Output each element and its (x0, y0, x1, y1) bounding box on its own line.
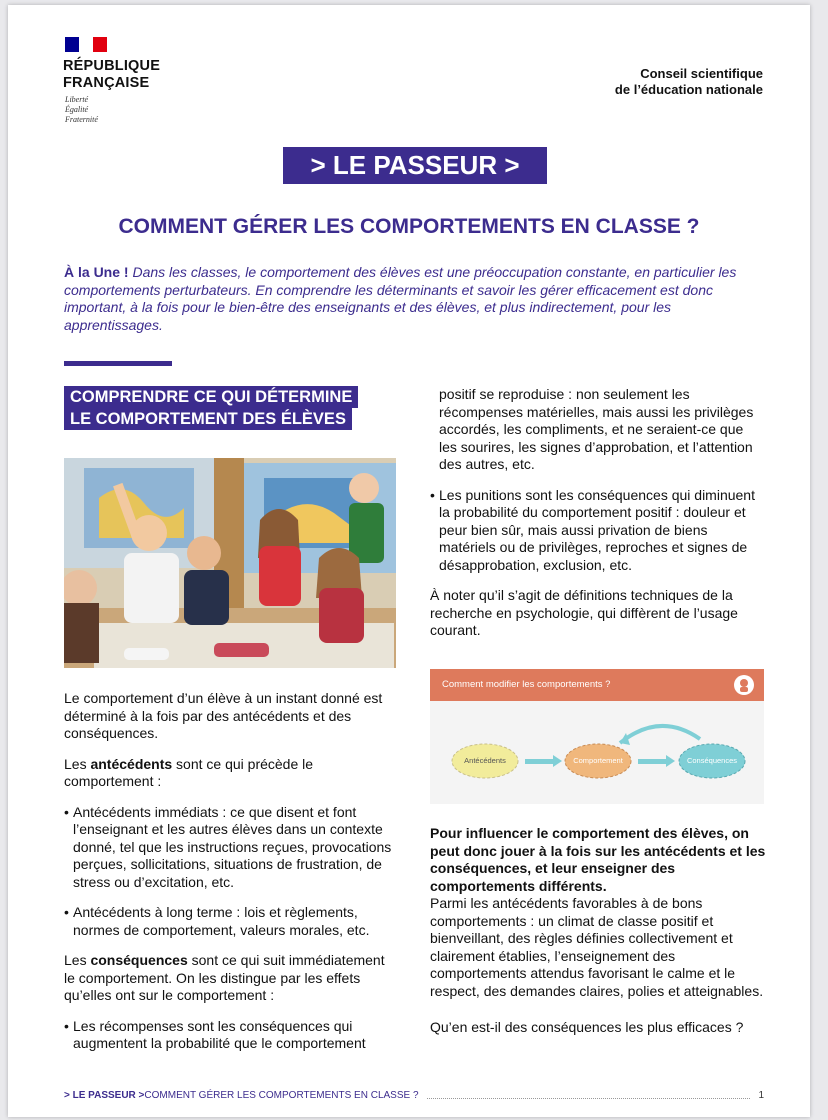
page-title: COMMENT GÉRER LES COMPORTEMENTS EN CLASSE ? (118, 215, 700, 238)
paragraph-question: Qu’en est-il des conséquences les plus efficaces ? (430, 1019, 744, 1035)
republique-motto: Liberté Égalité Fraternité (65, 95, 98, 124)
section-heading-line2: LE COMPORTEMENT DES ÉLÈVES (64, 408, 352, 430)
page-number: 1 (758, 1090, 764, 1101)
antecedents-term: antécédents (90, 755, 173, 772)
section-divider (64, 361, 172, 366)
rewards-continued: positif se reproduise : non seulement les récompenses matérielles, mais aussi les privilèges accordés, les compliments, et ne seraient-ce que les sourires, les signes d’approbation, et l’attention des autres, etc. (439, 386, 754, 472)
footer-prefix: > LE PASSEUR > (64, 1090, 145, 1101)
list-item: • Les récompenses sont les conséquences qui augmentent la probabilité que le comportement (64, 1018, 399, 1053)
classroom-photo (64, 458, 396, 668)
le-passeur-banner: > LE PASSEUR > (283, 147, 547, 184)
section-heading-line1: COMPRENDRE CE QUI DÉTERMINE (64, 386, 358, 408)
paragraph-key-message: Pour influencer le comportement des élèves, on peut donc jouer à la fois sur les antécédents et les conséquences, et leur enseigner des comportements différents. (430, 825, 766, 894)
list-item: • Les punitions sont les conséquences qui diminuent la probabilité du comportement positif : douleur et peur bien sûr, mais aussi privation de biens matériels ou de privilèges, reproches et signes de désapprobation, exclusion, etc. (430, 487, 760, 575)
intro-paragraph (64, 264, 764, 334)
p3-pre: Les (64, 952, 91, 968)
p3-post: sont ce qui suit immédiatement le comportement. On les distingue par les effets qu’elles ont sur le comportement : (64, 952, 385, 1003)
republique-francaise-name: RÉPUBLIQUE FRANÇAISE (63, 58, 161, 91)
left-column (64, 690, 399, 1066)
document-page (8, 5, 810, 1117)
diagram-node-antecedents: Antécédents (464, 756, 506, 765)
list-item: • Antécédents immédiats : ce que disent et font l’enseignant et les autres élèves dans un contexte donné, tel que les instructions reçues, provocations perçues, sollicitations, situations de frustration, de stress ou d’excitation, etc. (64, 804, 399, 892)
bullet-punishments: Les punitions sont les conséquences qui diminuent la probabilité du comportement positif : douleur et peur bien sûr, mais aussi privation de biens matériels ou de privilèges, reproches et signes de désapprobation, exclusion, etc. (439, 486, 755, 573)
csen-label: Conseil scientifique de l’éducation nationale (614, 66, 763, 97)
right-column-bottom (430, 825, 768, 1050)
p2-pre: Les (64, 755, 91, 772)
intro-lead: À la Une ! (64, 264, 129, 280)
paragraph-favorable-antecedents: Parmi les antécédents favorables à de bons comportements : un climat de classe positif et bienveillant, des règles définies collectivement et clairement établies, l’enseignement des comportements attendus favorisant le calme et le respect, des demandes claires, polies et atteignables. (430, 895, 764, 999)
diagram-title: Comment modifier les comportements ? (430, 669, 764, 701)
diagram-node-consequences: Conséquences (686, 756, 738, 765)
footer-dots (427, 1098, 751, 1099)
p2-post: sont ce qui précède le comportement : (64, 755, 314, 789)
person-icon (734, 675, 754, 695)
paragraph-note: À noter qu’il s’agit de définitions techniques de la recherche en psychologie, qui diffèrent de l’usage courant. (430, 587, 738, 638)
consequences-term: conséquences (90, 952, 188, 968)
bullet-rewards: Les récompenses sont les conséquences qui augmentent la probabilité que le comportement (73, 1017, 366, 1051)
right-column-top (430, 386, 760, 653)
footer-title: COMMENT GÉRER LES COMPORTEMENTS EN CLASSE ? (144, 1090, 419, 1101)
paragraph-consequences (64, 952, 399, 1005)
intro-text: Dans les classes, le comportement des élèves est une préoccupation constante, en particulier les comportements perturbateurs. En comprendre les déterminants et savoir les gérer efficacement est donc important, à la fois pour le bien-être des enseignants et des élèves, et plus indirectement, pour les apprentissages. (64, 264, 737, 333)
bullet-long-term-antecedents: Antécédents à long terme : lois et règlements, normes de comportement, valeurs morales, etc. (73, 904, 370, 938)
list-item: • Antécédents à long terme : lois et règlements, normes de comportement, valeurs morales, etc. (64, 904, 399, 939)
page-footer (64, 1090, 764, 1101)
diagram-graphic (430, 701, 764, 804)
section-heading (64, 386, 358, 430)
behavior-diagram (430, 669, 764, 804)
classroom-photo-graphic (64, 458, 396, 668)
paragraph-definition: Le comportement d’un élève à un instant donné est déterminé à la fois par des antécédents et des conséquences. (64, 690, 383, 741)
french-flag-logo (65, 37, 107, 52)
bullet-immediate-antecedents: Antécédents immédiats : ce que disent et font l’enseignant et les autres élèves dans un contexte donné, tel que les instructions reçues, provocations perçues, sollicitations, situations de frustration, de stress ou d’excitation, etc. (73, 803, 392, 890)
diagram-node-comportement: Comportement (573, 756, 623, 765)
paragraph-antecedents (64, 756, 399, 791)
